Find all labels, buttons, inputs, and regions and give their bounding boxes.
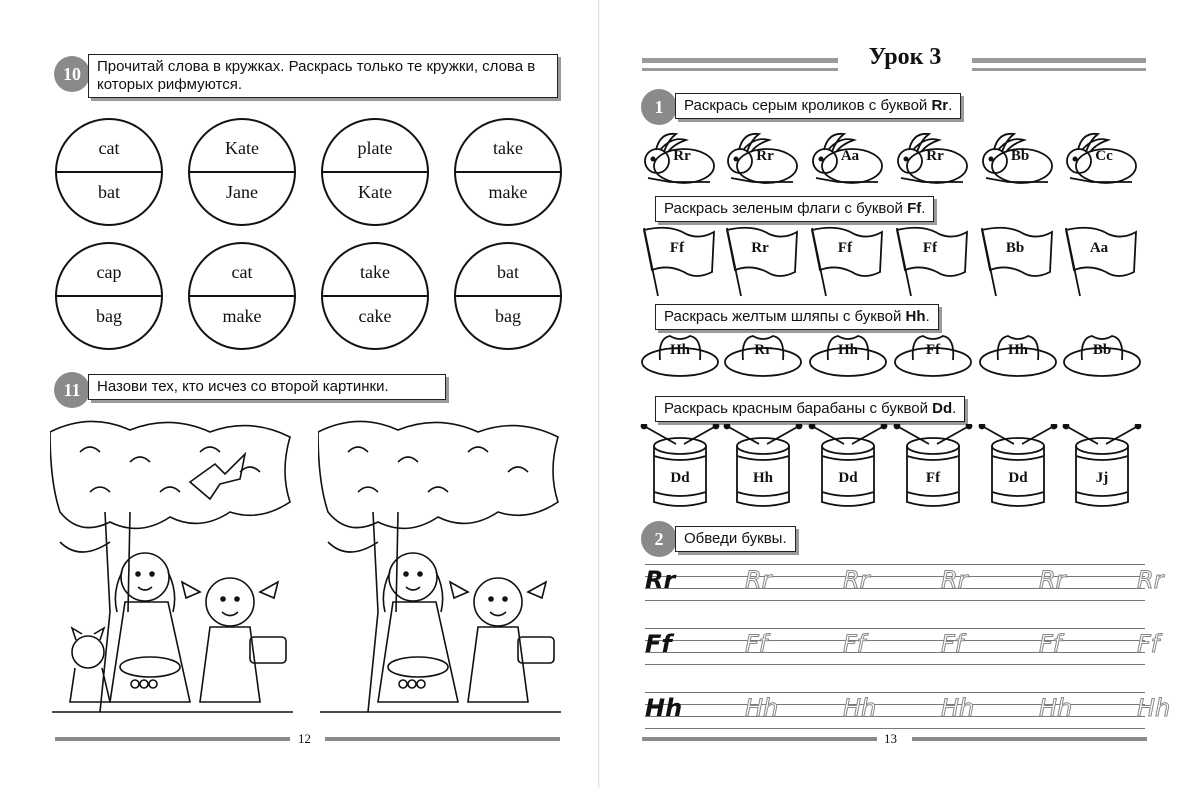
flag[interactable]: [893, 224, 973, 299]
rabbit-letter: Rr: [926, 148, 944, 164]
hat[interactable]: [893, 330, 973, 382]
drums-instruction-period: .: [952, 400, 957, 417]
lesson-title: Урок 3: [868, 44, 942, 70]
circle-bottom-word: Kate: [358, 182, 392, 202]
circle-top-word: Kate: [225, 138, 259, 158]
guide-line: [645, 728, 1145, 729]
title-bar-right: [972, 58, 1146, 63]
trace-letter[interactable]: Rr: [1039, 566, 1066, 594]
circle-bottom-word: cake: [358, 306, 392, 326]
circle-divider: [57, 295, 161, 297]
rabbit[interactable]: [893, 130, 973, 188]
hat-letter: Ff: [925, 342, 941, 358]
rhyme-circle[interactable]: [188, 118, 296, 226]
right-page: [600, 0, 1200, 788]
circle-divider: [456, 171, 560, 173]
title-bar-left: [642, 58, 838, 63]
rhyme-circle[interactable]: [454, 118, 562, 226]
drum-letter: Dd: [670, 470, 690, 486]
handwriting-sample-letter: Rr: [645, 566, 676, 594]
circle-divider: [323, 295, 427, 297]
rabbit-letter: Cc: [1095, 148, 1113, 164]
trace-letter[interactable]: Ff: [1137, 630, 1160, 658]
task-1-number-badge: 1: [641, 89, 677, 125]
title-bar-left-thin: [642, 68, 838, 71]
rabbits-instruction-text: Раскрась серым кроликов с буквой: [684, 97, 932, 114]
right-footer-bar-right: [912, 737, 1147, 741]
drum[interactable]: [723, 424, 803, 510]
hats-instruction-text: Раскрась желтым шляпы с буквой: [664, 308, 906, 325]
hat[interactable]: [1062, 330, 1142, 382]
trace-letter[interactable]: Ff: [1039, 630, 1062, 658]
guide-line: [645, 600, 1145, 601]
rabbits-instruction-period: .: [948, 97, 953, 114]
task-10-instruction: Прочитай слова в кружках. Раскрась только те кружки, слова в которых рифмуются.: [88, 54, 558, 98]
hat-letter: Hh: [1007, 342, 1028, 358]
rhyme-circle[interactable]: [188, 242, 296, 350]
drum-letter: Jj: [1095, 470, 1109, 486]
circle-bottom-word: Jane: [226, 182, 258, 202]
circle-top-word: plate: [357, 138, 393, 158]
trace-letter[interactable]: Hh: [745, 694, 779, 722]
task-11-number-badge: 11: [54, 372, 90, 408]
hat[interactable]: [640, 330, 720, 382]
handwriting-row: [645, 562, 1164, 602]
drum-letter: Hh: [752, 470, 773, 486]
hat-letter: Hh: [669, 342, 690, 358]
rhyme-circle[interactable]: [454, 242, 562, 350]
trace-letter[interactable]: Ff: [843, 630, 866, 658]
trace-letter[interactable]: Rr: [941, 566, 968, 594]
hat-letter: Bb: [1092, 342, 1112, 358]
left-footer-bar-left: [55, 737, 290, 741]
circle-top-word: cat: [98, 138, 120, 158]
drums-instruction-letter: Dd: [932, 400, 953, 417]
rabbits-instruction-letter: Rr: [931, 97, 949, 114]
drum[interactable]: [1062, 424, 1142, 510]
circle-bottom-word: bat: [98, 182, 120, 202]
drum-letter: Dd: [1008, 470, 1028, 486]
guide-line: [645, 564, 1145, 565]
task-10-number-badge: 10: [54, 56, 90, 92]
picnic-picture-2: [318, 412, 563, 720]
trace-letter[interactable]: Hh: [1137, 694, 1171, 722]
rhyme-circle[interactable]: [55, 118, 163, 226]
rabbit[interactable]: [978, 130, 1058, 188]
rabbit[interactable]: [723, 130, 803, 188]
drums-instruction: [655, 396, 965, 422]
task-11-instruction: Назови тех, кто исчез со второй картинки.: [88, 374, 446, 400]
guide-line: [645, 588, 1145, 589]
circle-divider: [323, 171, 427, 173]
circle-divider: [57, 171, 161, 173]
rabbit[interactable]: [640, 130, 720, 188]
flag[interactable]: [978, 224, 1058, 299]
hats-instruction-period: .: [925, 308, 930, 325]
flags-instruction-period: .: [921, 200, 926, 217]
rhyme-circle[interactable]: [321, 118, 429, 226]
guide-line: [645, 628, 1145, 629]
rhyme-circle[interactable]: [321, 242, 429, 350]
left-footer-bar-right: [325, 737, 560, 741]
hat[interactable]: [808, 330, 888, 382]
circle-top-word: cap: [96, 262, 122, 282]
circle-bottom-word: bag: [96, 306, 122, 326]
flag-letter: Bb: [1005, 240, 1025, 256]
circle-bottom-word: make: [488, 182, 528, 202]
trace-letter[interactable]: Rr: [1137, 566, 1164, 594]
rabbit-letter: Aa: [840, 148, 860, 164]
circle-top-word: bat: [497, 262, 519, 282]
circle-bottom-word: make: [222, 306, 262, 326]
drum-letter: Ff: [925, 470, 941, 486]
trace-letter[interactable]: Hh: [1039, 694, 1073, 722]
flag[interactable]: [1062, 224, 1142, 299]
drums-instruction-text: Раскрась красным барабаны с буквой: [664, 400, 933, 417]
hat[interactable]: [723, 330, 803, 382]
drum[interactable]: [978, 424, 1058, 510]
hats-instruction-letter: Hh: [905, 308, 926, 325]
circle-divider: [456, 295, 560, 297]
flags-instruction: [655, 196, 934, 222]
flag[interactable]: [640, 224, 720, 299]
drum-letter: Dd: [838, 470, 858, 486]
rabbit[interactable]: [808, 130, 888, 188]
trace-letter[interactable]: Rr: [843, 566, 870, 594]
task-2-number-badge: 2: [641, 521, 677, 557]
rabbit-letter: Rr: [673, 148, 691, 164]
trace-letter[interactable]: Hh: [843, 694, 877, 722]
rabbit-letter: Rr: [756, 148, 774, 164]
circle-bottom-word: bag: [495, 306, 521, 326]
guide-line: [645, 652, 1145, 653]
handwriting-row: [645, 626, 1160, 666]
hat[interactable]: [978, 330, 1058, 382]
rhyme-circle[interactable]: [55, 242, 163, 350]
drum[interactable]: [808, 424, 888, 510]
guide-line: [645, 576, 1145, 577]
hat-letter: Hh: [837, 342, 858, 358]
hat-letter: Rr: [754, 342, 772, 358]
circle-top-word: cat: [231, 262, 253, 282]
flag-letter: Ff: [669, 240, 685, 256]
circle-divider: [190, 295, 294, 297]
flag-letter: Ff: [922, 240, 938, 256]
flag[interactable]: [808, 224, 888, 299]
rabbit-letter: Bb: [1010, 148, 1030, 164]
left-page-number: 12: [298, 731, 311, 746]
hats-instruction: [655, 304, 939, 330]
trace-letter[interactable]: Rr: [745, 566, 772, 594]
title-bar-right-thin: [972, 68, 1146, 71]
guide-line: [645, 692, 1145, 693]
rabbit[interactable]: [1062, 130, 1142, 188]
flag-letter: Ff: [837, 240, 853, 256]
drum[interactable]: [893, 424, 973, 510]
handwriting-sample-letter: Ff: [645, 630, 672, 658]
drum[interactable]: [640, 424, 720, 510]
trace-letter[interactable]: Ff: [745, 630, 768, 658]
guide-line: [645, 664, 1145, 665]
flags-instruction-text: Раскрась зеленым флаги с буквой: [664, 200, 908, 217]
right-footer-bar-left: [642, 737, 877, 741]
circle-top-word: take: [493, 138, 523, 158]
flag-letter: Rr: [751, 240, 769, 256]
handwriting-row: [645, 690, 1171, 730]
trace-letter[interactable]: Ff: [941, 630, 964, 658]
circle-top-word: take: [360, 262, 390, 282]
circle-divider: [190, 171, 294, 173]
flag[interactable]: [723, 224, 803, 299]
flag-letter: Aa: [1089, 240, 1109, 256]
guide-line: [645, 640, 1145, 641]
task-2-instruction: Обведи буквы.: [675, 526, 796, 552]
trace-letter[interactable]: Hh: [941, 694, 975, 722]
flags-instruction-letter: Ff: [907, 200, 922, 217]
right-page-number: 13: [884, 731, 897, 746]
picnic-picture-1: [50, 412, 295, 720]
handwriting-sample-letter: Hh: [645, 694, 683, 722]
rabbits-instruction: [675, 93, 961, 119]
